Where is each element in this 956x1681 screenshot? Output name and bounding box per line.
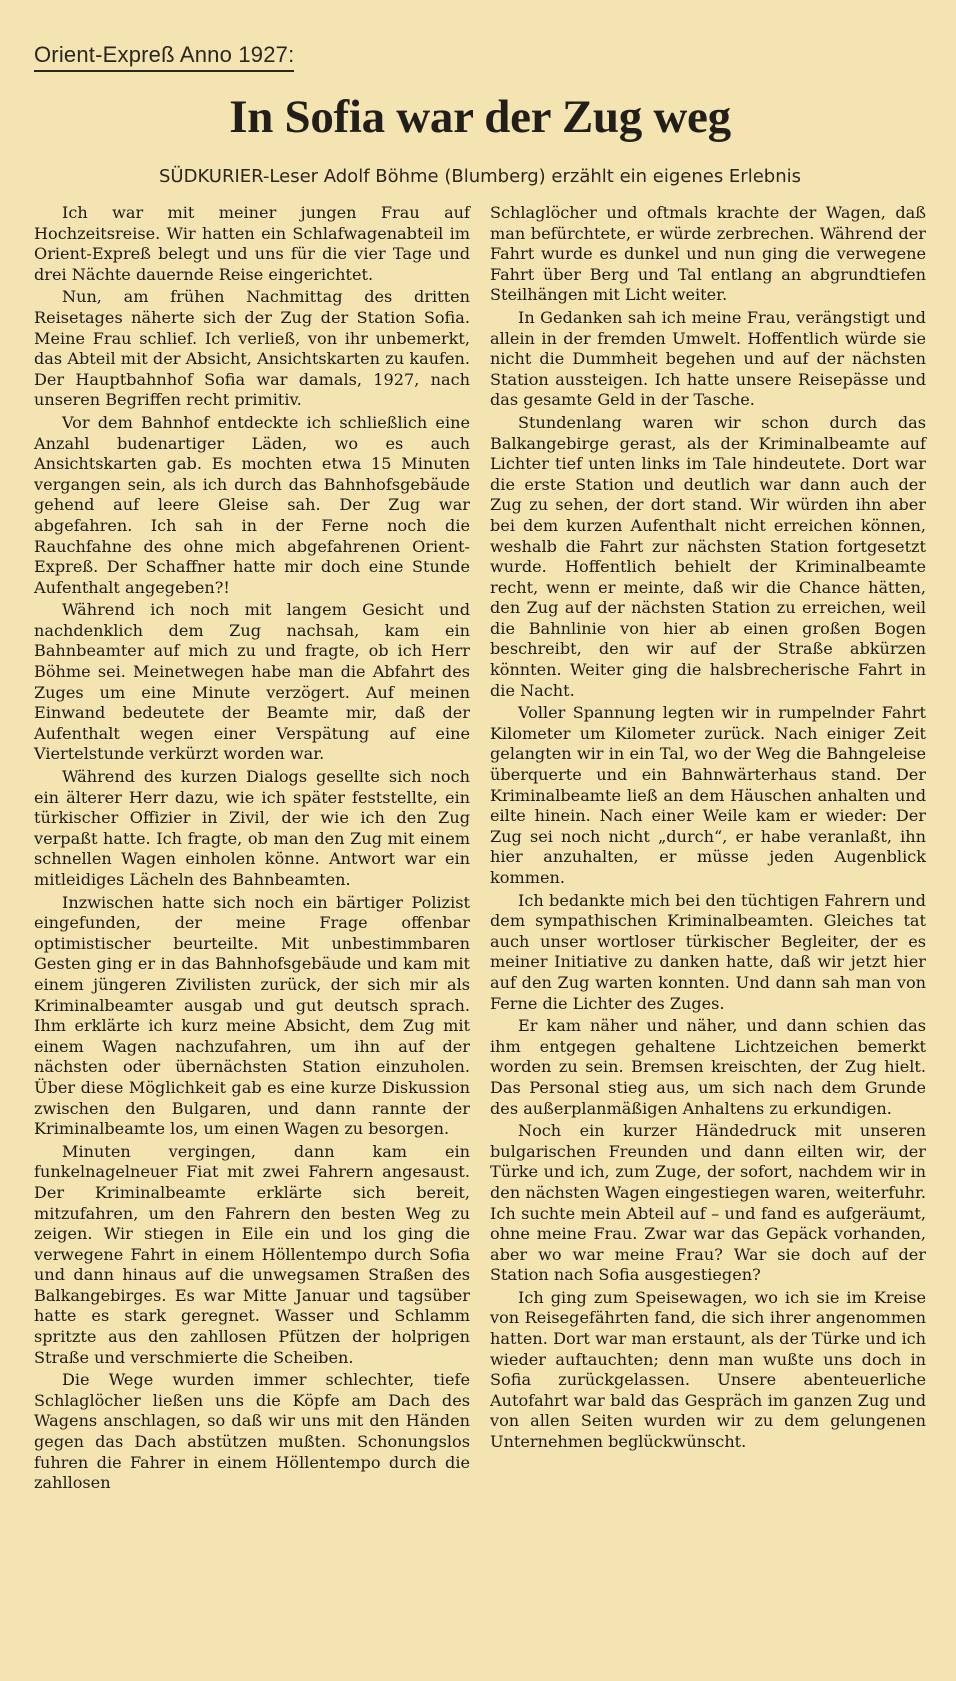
paragraph: Ich ging zum Speisewagen, wo ich sie im Kreise von Reisegefährten fand, die sich ihrer angenommen hatten. Dort war man erstaunt, als der Türke und ich wieder auftauchten; denn man wußte uns doch in Sofia zurückgelassen. Unsere abenteuerliche Autofahrt war bald das Gespräch im ganzen Zug und von allen Seiten wurden wir zu dem gelungenen Unternehmen beglückwünscht.	[490, 1287, 926, 1452]
paragraph: Er kam näher und näher, und dann schien das ihm entgegen gehaltene Lichtzeichen bemerkt worden zu sein. Bremsen kreischten, der Zug hielt. Das Personal stieg aus, um sich nach dem Grunde des außerplanmäßigen Anhaltens zu erkundigen.	[490, 1016, 926, 1118]
paragraph: Noch ein kurzer Händedruck mit unseren bulgarischen Freunden und dann eilten wir, der Türke und ich, zum Zuge, der sofort, nachdem wir in den nächsten Wagen eingestiegen waren, weiterfuhr. Ich suchte mein Abteil auf – und fand es aufgeräumt, ohne meine Frau. Zwar war das Gepäck vorhanden, aber wo war meine Frau? War sie doch auf der Station nach Sofia ausgestiegen?	[490, 1121, 926, 1285]
subline: SÜDKURIER-Leser Adolf Böhme (Blumberg) erzählt ein eigenes Erlebnis	[158, 166, 801, 187]
paragraph: Vor dem Bahnhof entdeckte ich schließlich eine Anzahl budenartiger Läden, wo es auch Ansichtskarten gab. Es mochten etwa 15 Minuten vergangen sein, als ich durch das Bahnhofsgebäude gehend auf leere Gleise sah. Der Zug war abgefahren. Ich sah in der Ferne noch die Rauchfahne des ohne mich abgefahrenen Orient-Expreß. Der Schaffner hatte mir doch eine Stunde Aufenthalt angegeben?!	[34, 412, 470, 597]
paragraph: Während des kurzen Dialogs gesellte sich noch ein älterer Herr dazu, wie ich später feststellte, ein türkischer Offizier in Zivil, der wie ich den Zug verpaßt hatte. Ich fragte, ob man den Zug mit einem schnellen Wagen einholen könne. Antwort war ein mitleidiges Lächeln des Bahnbeamten.	[34, 767, 470, 889]
column-right	[490, 203, 926, 1496]
paragraph: Stundenlang waren wir schon durch das Balkangebirge gerast, als der Kriminalbeamte auf Lichter tief unten links im Tale hindeutete. Dort war die erste Station und deutlich war dann auch der Zug zu sehen, der dort stand. Wir würden ihn aber bei dem kurzen Aufenthalt nicht erreichen können, weshalb die Fahrt zur nächsten Station fortgesetzt wurde. Hoffentlich behielt der Kriminalbeamte recht, wenn er meinte, daß wir die Chance hätten, den Zug auf der nächsten Station zu erreichen, weil die Bahnlinie von hier ab einen großen Bogen beschreibt, den wir auf der Straße abkürzen könnten. Weiter ging die halsbrecherische Fahrt in die Nacht.	[490, 412, 926, 700]
paragraph: Während ich noch mit langem Gesicht und nachdenklich dem Zug nachsah, kam ein Bahnbeamter auf mich zu und fragte, ob ich Herr Böhme sei. Meinetwegen habe man die Abfahrt des Zuges um eine Minute verzögert. Auf meinen Einwand bedeutete der Beamte mir, daß der Aufenthalt wegen einer Verspätung auf eine Viertelstunde verkürzt worden war.	[34, 600, 470, 764]
column-left	[34, 203, 470, 1496]
paragraph: Voller Spannung legten wir in rumpelnder Fahrt Kilometer um Kilometer zurück. Nach einiger Zeit gelangten wir in ein Tal, wo der Weg die Bahngeleise überquerte und ein Bahnwärterhaus stand. Der Kriminalbeamte ließ an dem Häuschen anhalten und eilte hinein. Nach einer Weile kam er wieder: Der Zug sei noch nicht „durch“, er habe veranlaßt, ihn hier anzuhalten, er müsse jeden Augenblick kommen.	[490, 703, 926, 887]
headline: In Sofia war der Zug weg	[229, 91, 731, 143]
article-columns	[34, 203, 926, 1496]
paragraph: Ich war mit meiner jungen Frau auf Hochzeitsreise. Wir hatten ein Schlafwagenabteil im Orient-Expreß belegt und uns für die vier Tage und drei Nächte dauernde Reise eingerichtet.	[34, 203, 470, 284]
paragraph: Ich bedankte mich bei den tüchtigen Fahrern und dem sympathischen Kriminalbeamten. Gleiches tat auch unser wortloser türkischer Begleiter, der es meiner Initiative zu danken hatte, daß wir jetzt hier auf den Zug warten konnten. Und dann sah man von Ferne die Lichter des Zuges.	[490, 890, 926, 1013]
paragraph: Minuten vergingen, dann kam ein funkelnagelneuer Fiat mit zwei Fahrern angesaust. Der Kriminalbeamte erklärte sich bereit, mitzufahren, um den Fahrern den besten Weg zu zeigen. Wir stiegen in Eile ein und los ging die verwegene Fahrt in einem Höllentempo durch Sofia und dann hinaus auf die unwegsamen Straßen des Balkangebirges. Es war Mitte Januar und tagsüber hatte es stark geregnet. Wasser und Schlamm spritzte aus den zahllosen Pfützen der holprigen Straße und verschmierte die Scheiben.	[34, 1141, 470, 1367]
paragraph: Inzwischen hatte sich noch ein bärtiger Polizist eingefunden, der meine Frage offenbar optimistischer beurteilte. Mit unbestimmbaren Gesten ging er in das Bahnhofsgebäude und kam mit einem jüngeren Zivilisten zurück, der sich mir als Kriminalbeamter ausgab und gut deutsch sprach. Ihm erklärte ich kurz meine Absicht, dem Zug mit einem Wagen nachzufahren, um ihn auf der nächsten oder übernächsten Station einzuholen. Über diese Möglichkeit gab es eine kurze Diskussion zwischen den Bulgaren, und dann rannte der Kriminalbeamte los, um einen Wagen zu besorgen.	[34, 892, 470, 1139]
paragraph: Nun, am frühen Nachmittag des dritten Reisetages näherte sich der Zug der Station Sofia. Meine Frau schlief. Ich verließ, von ihr unbemerkt, das Abteil mit der Absicht, Ansichtskarten zu kaufen. Der Hauptbahnhof Sofia war damals, 1927, nach unseren Begriffen recht primitiv.	[34, 287, 470, 410]
paragraph: Schlaglöcher und oftmals krachte der Wagen, daß man befürchtete, er würde zerbrechen. Während der Fahrt wurde es dunkel und nun ging die verwegene Fahrt über Berg und Tal entlang an abgrundtiefen Steilhängen mit Licht weiter.	[490, 203, 926, 305]
kicker: Orient-Expreß Anno 1927:	[34, 42, 294, 72]
paragraph: Die Wege wurden immer schlechter, tiefe Schlaglöcher ließen uns die Köpfe am Dach des Wagens anschlagen, so daß wir uns mit den Händen gegen das Dach abstützen mußten. Schonungslos fuhren die Fahrer in einem Höllentempo durch die zahllosen	[34, 1370, 470, 1493]
paragraph: In Gedanken sah ich meine Frau, verängstigt und allein in der fremden Umwelt. Hoffentlich würde sie nicht die Dummheit begehen und auf der nächsten Station aussteigen. Ich hatte unsere Reisepässe und das gesamte Geld in der Tasche.	[490, 307, 926, 410]
